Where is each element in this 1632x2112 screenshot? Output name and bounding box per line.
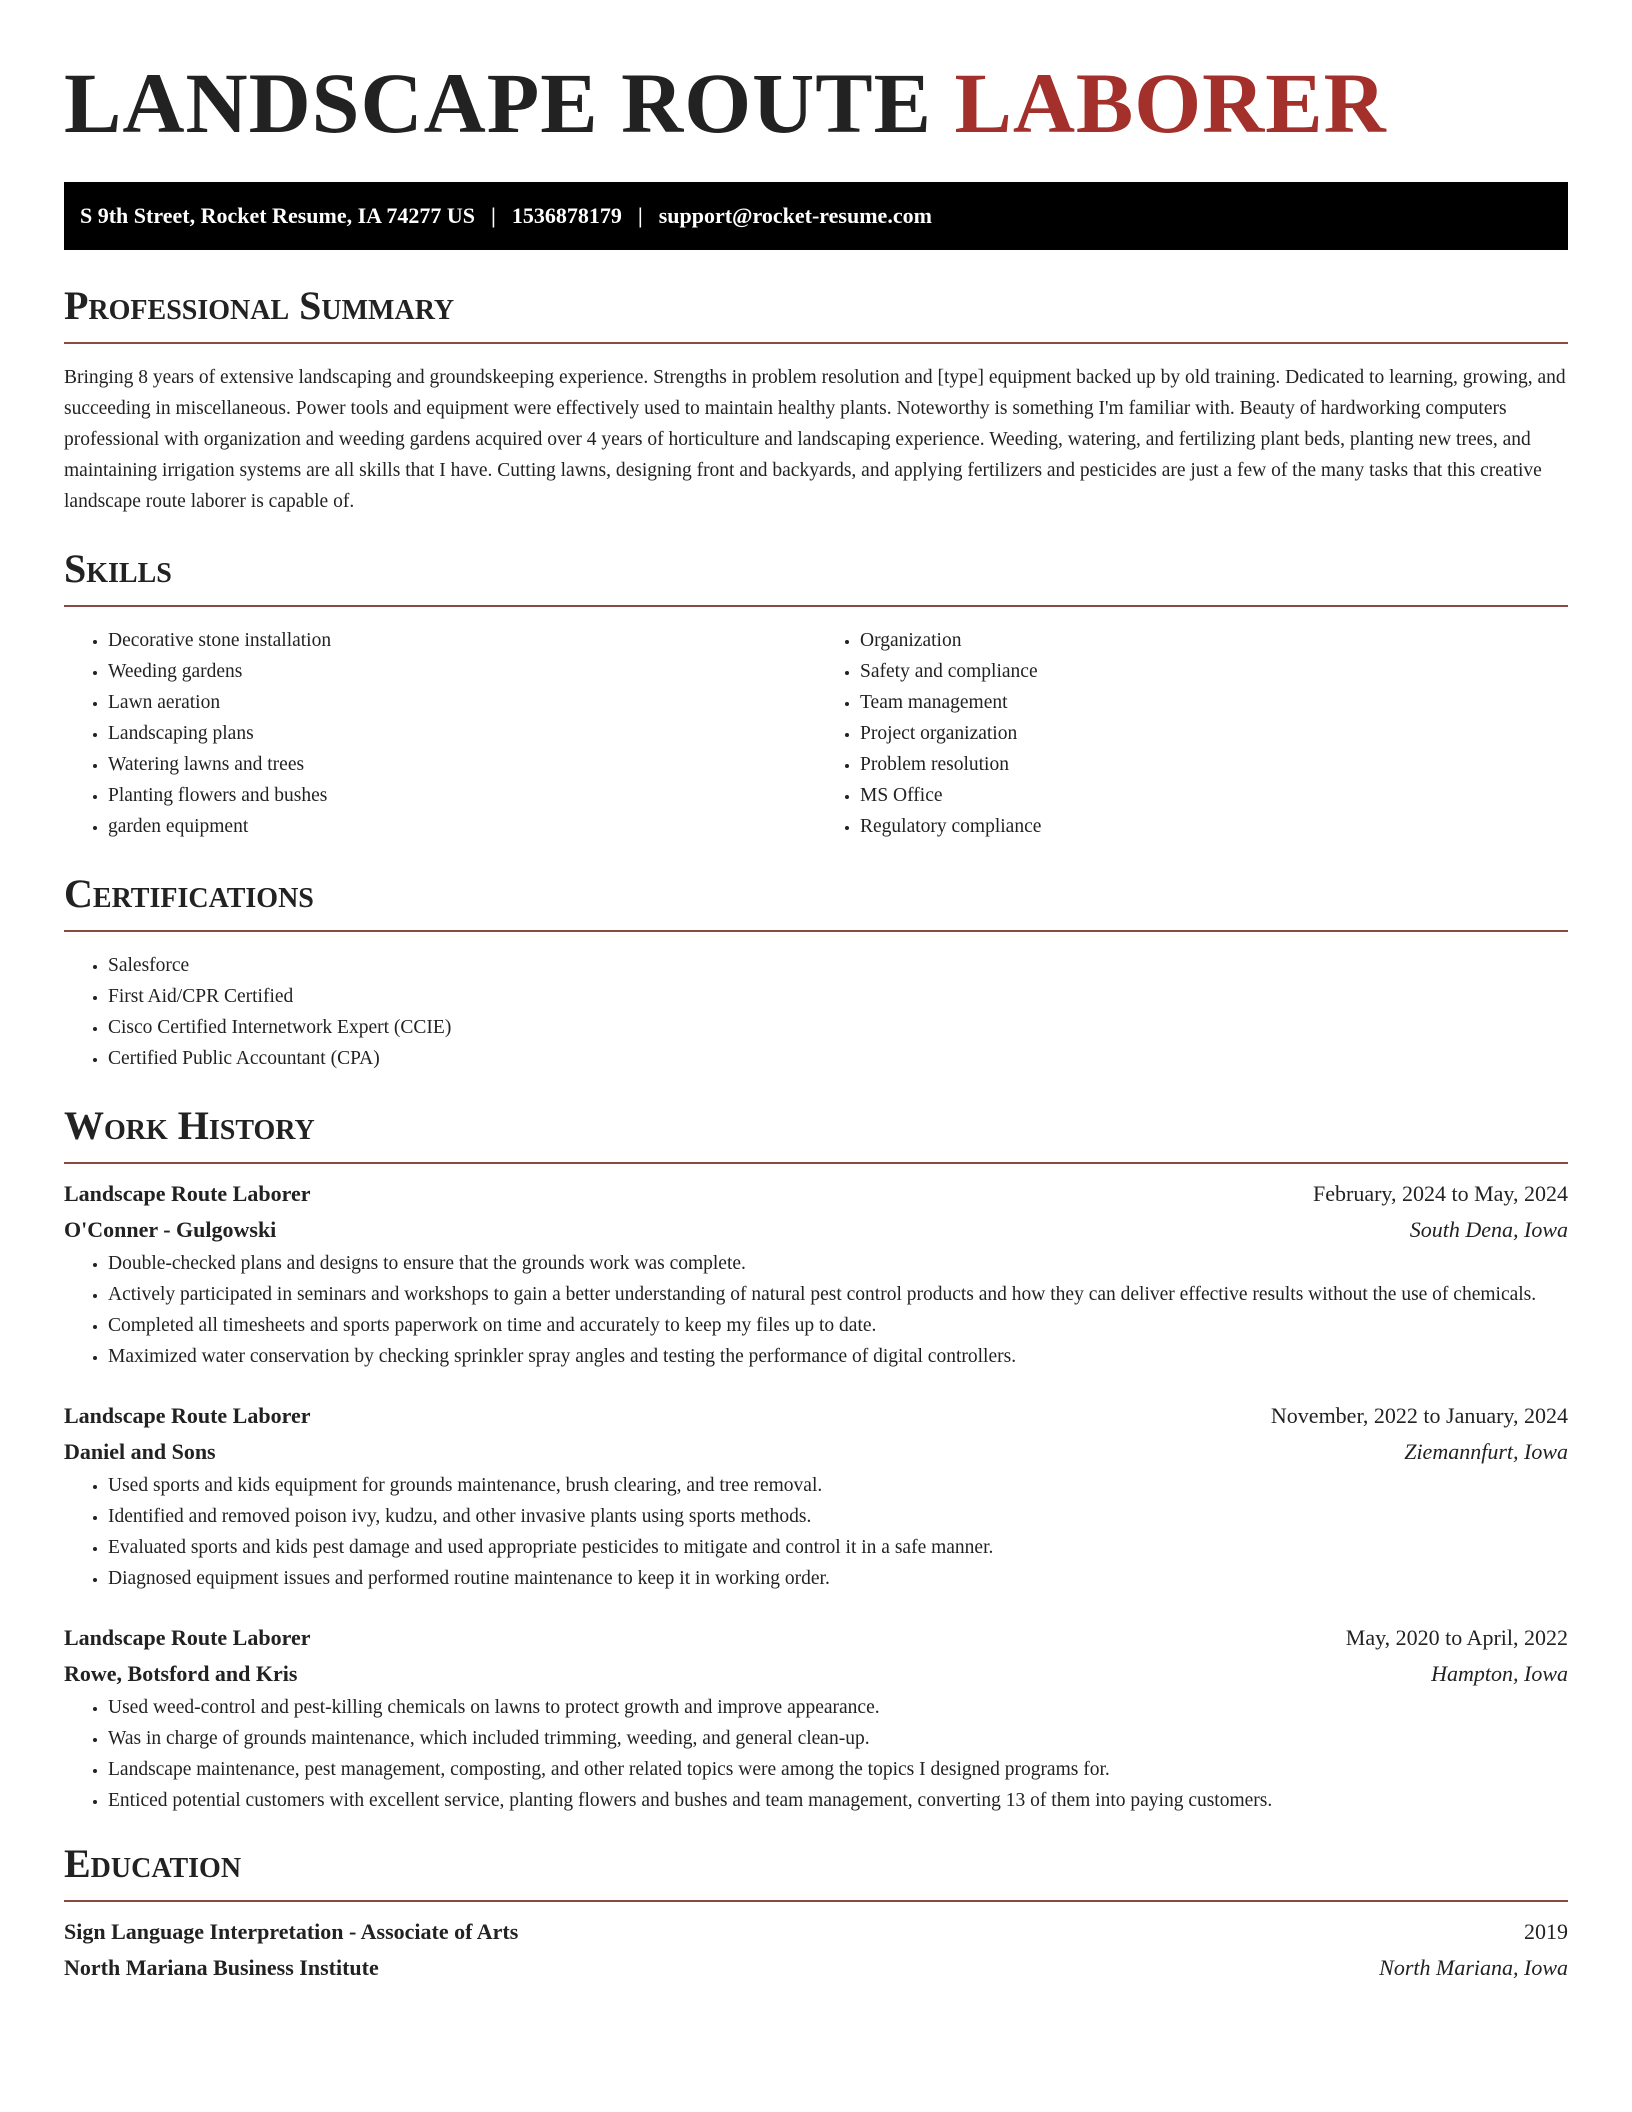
skills-grid	[64, 625, 1568, 842]
skill-item: • Landscaping plans	[108, 718, 816, 749]
job-entry	[64, 1176, 1568, 1372]
job-dates: February, 2024 to May, 2024	[1313, 1181, 1568, 1206]
skill-item: • Regulatory compliance	[860, 811, 1568, 842]
section-divider	[64, 1162, 1568, 1164]
education-location: North Mariana, Iowa	[1379, 1955, 1568, 1980]
job-bullet: • Identified and removed poison ivy, kudzu, and other invasive plants using sports methods.	[108, 1501, 1568, 1532]
skill-item: • MS Office	[860, 780, 1568, 811]
summary-text: Bringing 8 years of extensive landscaping and groundskeeping experience. Strengths in problem resolution and [type] equipment backed up by old training. Dedicated to learning, growing, and succeeding in miscellaneous. Power tools and equipment were effectively used to maintain healthy plants. Noteworthy is something I'm familiar with. Beauty of hardworking computers professional with organization and weeding gardens acquired over 4 years of horticulture and landscaping experience. Weeding, watering, and fertilizing plant beds, planting new trees, and maintaining irrigation systems are all skills that I have. Cutting lawns, designing front and backyards, and applying fertilizers and pesticides are just a few of the many tasks that this creative landscape route laborer is capable of.	[64, 367, 1566, 512]
education-entry	[64, 1914, 1568, 1986]
job-dates: May, 2020 to April, 2022	[1345, 1625, 1568, 1650]
certifications-section	[64, 871, 1568, 1074]
summary-section	[64, 283, 1568, 517]
job-company: Daniel and Sons	[64, 1439, 216, 1464]
contact-email: support@rocket-resume.com	[658, 203, 932, 228]
skill-item: • Organization	[860, 625, 1568, 656]
skill-item: • Safety and compliance	[860, 656, 1568, 687]
skill-item: • Project organization	[860, 718, 1568, 749]
education-degree: Sign Language Interpretation - Associate of Arts	[64, 1919, 519, 1944]
job-bullet: • Used sports and kids equipment for grounds maintenance, brush clearing, and tree removal.	[108, 1470, 1568, 1501]
job-bullet: • Used weed-control and pest-killing chemicals on lawns to protect growth and improve appearance.	[108, 1692, 1568, 1723]
certifications-heading: Certifications	[64, 871, 314, 916]
certification-item: • First Aid/CPR Certified	[108, 981, 1568, 1012]
job-bullet: • Maximized water conservation by checking sprinkler spray angles and testing the performance of digital controllers.	[108, 1341, 1568, 1372]
job-bullet: • Diagnosed equipment issues and performed routine maintenance to keep it in working order.	[108, 1563, 1568, 1594]
contact-separator: |	[490, 203, 496, 228]
section-divider	[64, 1900, 1568, 1902]
skill-item: • Lawn aeration	[108, 687, 816, 718]
job-bullet: • Completed all timesheets and sports paperwork on time and accurately to keep my files up to date.	[108, 1310, 1568, 1341]
skill-item: • garden equipment	[108, 811, 816, 842]
job-company: O'Conner - Gulgowski	[64, 1217, 277, 1242]
skills-heading: Skills	[64, 546, 172, 591]
contact-bar	[64, 182, 1568, 250]
job-title: Landscape Route Laborer	[64, 1625, 311, 1650]
job-bullet: • Actively participated in seminars and workshops to gain a better understanding of natural pest control products and how they can deliver effective results without the use of chemicals.	[108, 1279, 1568, 1310]
contact-address: S 9th Street, Rocket Resume, IA 74277 US	[80, 203, 475, 228]
skill-item: • Weeding gardens	[108, 656, 816, 687]
job-bullet: • Double-checked plans and designs to ensure that the grounds work was complete.	[108, 1248, 1568, 1279]
section-divider	[64, 930, 1568, 932]
job-location: South Dena, Iowa	[1409, 1217, 1568, 1242]
skill-item: • Watering lawns and trees	[108, 749, 816, 780]
skill-item: • Team management	[860, 687, 1568, 718]
skill-item: • Decorative stone installation	[108, 625, 816, 656]
job-bullet: • Landscape maintenance, pest management, composting, and other related topics were among the topics I designed programs for.	[108, 1754, 1568, 1785]
job-title: Landscape Route Laborer	[64, 1403, 311, 1428]
job-bullet: • Evaluated sports and kids pest damage and used appropriate pesticides to mitigate and control it in a safe manner.	[108, 1532, 1568, 1563]
certification-item: • Cisco Certified Internetwork Expert (CCIE)	[108, 1012, 1568, 1043]
job-entry	[64, 1398, 1568, 1594]
certification-item: • Certified Public Accountant (CPA)	[108, 1043, 1568, 1074]
education-year: 2019	[1524, 1919, 1568, 1944]
contact-separator: |	[637, 203, 643, 228]
job-dates: November, 2022 to January, 2024	[1270, 1403, 1568, 1428]
skill-item: • Problem resolution	[860, 749, 1568, 780]
job-bullet: • Enticed potential customers with excellent service, planting flowers and bushes and team management, converting 13 of them into paying customers.	[108, 1785, 1568, 1816]
job-entry	[64, 1620, 1568, 1816]
work-history-heading: Work History	[64, 1103, 315, 1148]
education-heading: Education	[64, 1841, 242, 1886]
skills-column-right	[816, 625, 1568, 842]
summary-heading: Professional Summary	[64, 283, 455, 328]
work-history-section	[64, 1103, 1568, 1816]
skill-item: • Planting flowers and bushes	[108, 780, 816, 811]
job-location: Hampton, Iowa	[1431, 1661, 1568, 1686]
job-bullet: • Was in charge of grounds maintenance, which included trimming, weeding, and general clean-up.	[108, 1723, 1568, 1754]
section-divider	[64, 605, 1568, 607]
job-company: Rowe, Botsford and Kris	[64, 1661, 298, 1686]
name-last: LABORER	[954, 55, 1387, 151]
job-location: Ziemannfurt, Iowa	[1404, 1439, 1568, 1464]
skills-section	[64, 546, 1568, 842]
job-title: Landscape Route Laborer	[64, 1181, 311, 1206]
name-first: LANDSCAPE ROUTE	[64, 55, 932, 151]
education-school: North Mariana Business Institute	[64, 1955, 379, 1980]
section-divider	[64, 342, 1568, 344]
resume-title	[64, 54, 1568, 156]
education-section	[64, 1841, 1568, 1986]
contact-phone: 1536878179	[511, 203, 622, 228]
skills-column-left	[64, 625, 816, 842]
certification-item: • Salesforce	[108, 950, 1568, 981]
